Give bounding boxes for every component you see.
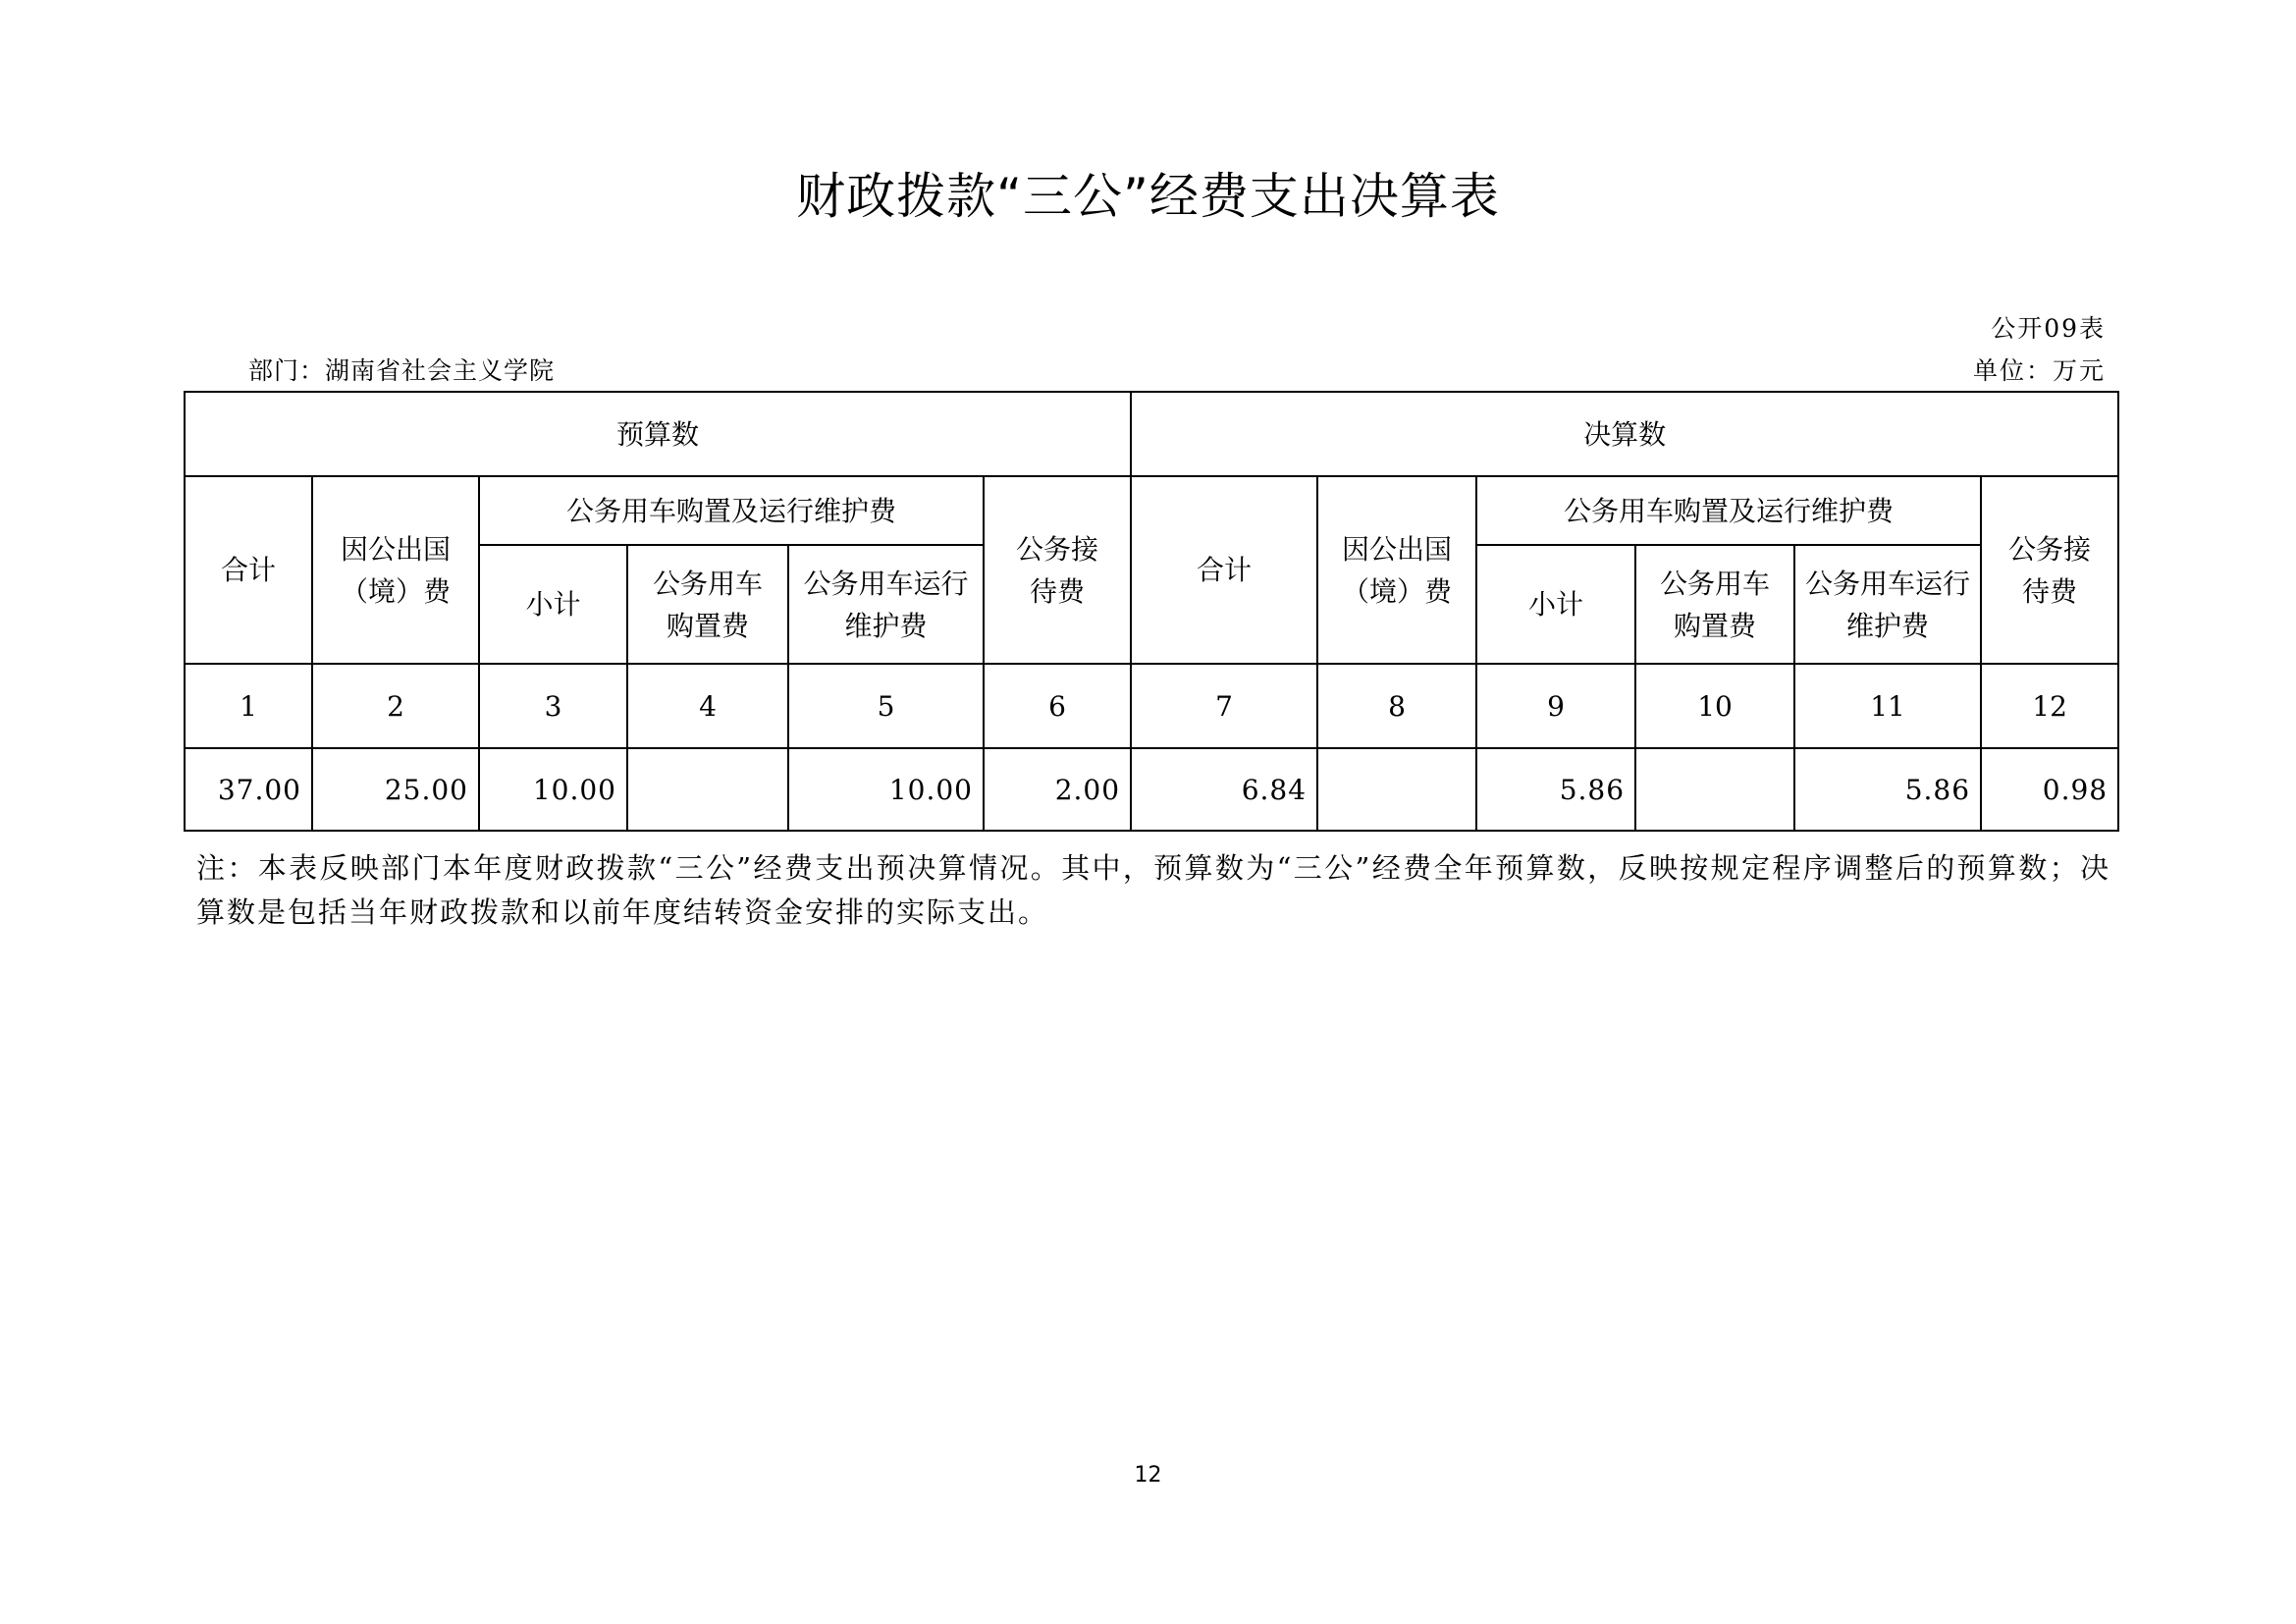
- final-vehicle-group-header: 公务用车购置及运行维护费: [1476, 476, 1981, 545]
- final-reception-value: 0.98: [1981, 748, 2118, 831]
- budget-abroad-header: [312, 476, 479, 664]
- final-total-header: 合计: [1131, 476, 1317, 664]
- budget-vehicle-group-header: 公务用车购置及运行维护费: [479, 476, 984, 545]
- final-vehicle-purchase-header-text: 公务用车购置费: [1660, 567, 1771, 642]
- final-vehicle-operation-header: [1794, 545, 1981, 664]
- table-number: 公开09表: [1991, 314, 2106, 343]
- col-number: 6: [984, 664, 1131, 748]
- page-number: 12: [1134, 1463, 1162, 1488]
- final-abroad-value: [1317, 748, 1476, 831]
- col-number: 10: [1635, 664, 1794, 748]
- final-subtotal-value: 5.86: [1476, 748, 1635, 831]
- page-title: 财政拨款“三公”经费支出决算表: [796, 168, 1500, 225]
- col-number: 9: [1476, 664, 1635, 748]
- expenditure-table: [184, 391, 2119, 832]
- budget-vehicle-purchase-header: [627, 545, 788, 664]
- unit-label: 单位：万元: [1972, 356, 2106, 385]
- budget-vehicle-operation-header: [788, 545, 984, 664]
- column-number-row: [185, 664, 2118, 748]
- final-vehicle-purchase-header: [1635, 545, 1794, 664]
- final-reception-header: [1981, 476, 2118, 664]
- budget-group-header: 预算数: [185, 392, 1131, 476]
- col-number: 11: [1794, 664, 1981, 748]
- col-number: 4: [627, 664, 788, 748]
- budget-subtotal-value: 10.00: [479, 748, 627, 831]
- table-note: 注：本表反映部门本年度财政拨款“三公”经费支出预决算情况。其中，预算数为“三公”经费全年预算数，反映按规定程序调整后的预算数；决算数是包括当年财政拨款和以前年度结转资金安排的实际支出。: [196, 851, 2110, 929]
- budget-subtotal-header: 小计: [479, 545, 627, 664]
- budget-total-header: 合计: [185, 476, 312, 664]
- final-group-header: 决算数: [1131, 392, 2118, 476]
- budget-total-value: 37.00: [185, 748, 312, 831]
- budget-vehicle-purchase-value: [627, 748, 788, 831]
- budget-vehicle-operation-header-text: 公务用车运行维护费: [803, 567, 969, 642]
- budget-abroad-value: 25.00: [312, 748, 479, 831]
- budget-abroad-header-text: 因公出国（境）费: [340, 532, 451, 608]
- budget-reception-value: 2.00: [984, 748, 1131, 831]
- col-number: 3: [479, 664, 627, 748]
- final-vehicle-operation-value: 5.86: [1794, 748, 1981, 831]
- col-number: 2: [312, 664, 479, 748]
- final-total-value: 6.84: [1131, 748, 1317, 831]
- col-number: 8: [1317, 664, 1476, 748]
- table-row: [185, 748, 2118, 831]
- final-reception-header-text: 公务接待费: [2008, 532, 2092, 608]
- col-number: 5: [788, 664, 984, 748]
- budget-vehicle-purchase-header-text: 公务用车购置费: [652, 567, 763, 642]
- col-number: 1: [185, 664, 312, 748]
- department-label: 部门：湖南省社会主义学院: [248, 356, 556, 385]
- budget-reception-header: [984, 476, 1131, 664]
- final-subtotal-header: 小计: [1476, 545, 1635, 664]
- final-vehicle-purchase-value: [1635, 748, 1794, 831]
- final-vehicle-operation-header-text: 公务用车运行维护费: [1805, 567, 1971, 642]
- final-abroad-header-text: 因公出国（境）费: [1342, 532, 1453, 608]
- budget-vehicle-operation-value: 10.00: [788, 748, 984, 831]
- budget-reception-header-text: 公务接待费: [1016, 532, 1099, 608]
- col-number: 7: [1131, 664, 1317, 748]
- col-number: 12: [1981, 664, 2118, 748]
- final-abroad-header: [1317, 476, 1476, 664]
